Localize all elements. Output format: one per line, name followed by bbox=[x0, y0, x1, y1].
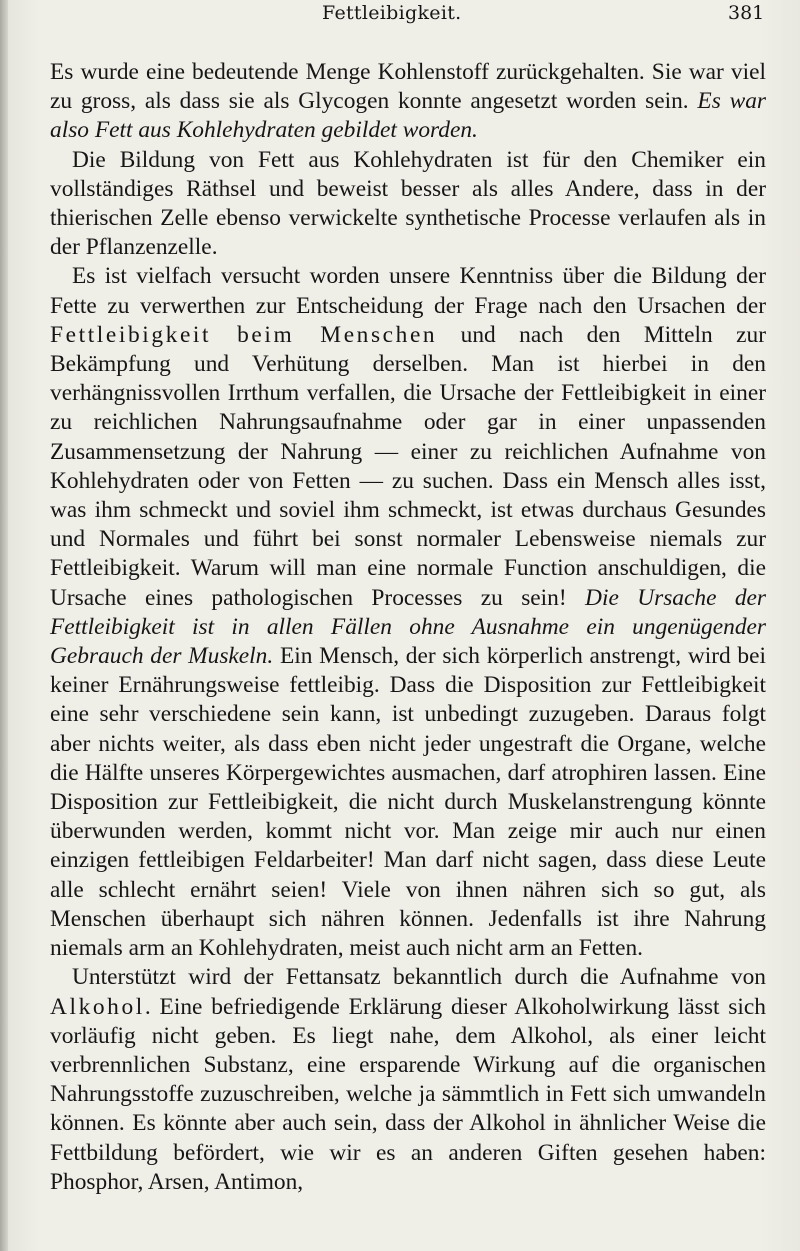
paragraph-1 bbox=[50, 58, 766, 146]
p3-text-2: und nach den Mitteln zur Bekämpfung und Verhütung derselben. Man ist hierbei in den verhängnissvollen Irrthum verfallen, die Ursache der Fettleibigkeit in einer zu reichlichen Nahrungsaufnahme oder gar in einer unpassenden Zusammensetzung der Nahrung — einer zu reichlichen Aufnahme von Kohlehydraten oder von Fetten — zu suchen. Dass ein Mensch alles isst, was ihm schmeckt und soviel ihm schmeckt, ist etwas durchaus Gesundes und Normales und führt bei sonst normaler Lebensweise niemals zur Fettleibigkeit. Warum will man eine normale Function anschuldigen, die Ursache eines pathologischen Processes zu sein! bbox=[50, 321, 766, 611]
p3-text-1: Es ist vielfach versucht worden unsere Kenntniss über die Bildung der Fette zu verwerthen zur Entscheidung der Frage nach den Ursachen der bbox=[50, 263, 766, 319]
paragraph-3 bbox=[50, 262, 766, 963]
p3-spaced-term: Fettleibigkeit beim Menschen bbox=[50, 321, 438, 348]
p3-italic: Die Ursache der Fettleibigkeit ist in allen Fällen ohne Ausnahme ein ungenügender Gebrauch der Muskeln. bbox=[50, 584, 767, 670]
paragraph-4 bbox=[50, 963, 766, 1197]
p4-text-1: Unterstützt wird der Fettansatz bekanntlich durch die Aufnahme von bbox=[72, 964, 766, 991]
page-number: 381 bbox=[728, 2, 765, 24]
paragraph-2 bbox=[50, 146, 766, 263]
p2-text: Die Bildung von Fett aus Kohlehydraten ist für den Chemiker ein vollständiges Räthsel und beweist besser als alles Andere, dass in der thierischen Zelle ebenso verwickelte synthetische Processe verlaufen als in der Pflanzenzelle. bbox=[50, 146, 766, 261]
page-spine-shadow bbox=[0, 0, 8, 1251]
p4-spaced-term: Alkohol bbox=[50, 993, 145, 1020]
p3-text-3: Ein Mensch, der sich körperlich anstrengt, wird bei keiner Ernährungsweise fettleibig. Dass die Disposition zur Fettleibigkeit eine sehr verschiedene sein kann, ist unbedingt zuzugeben. Daraus folgt aber nichts weiter, als dass eben nicht jeder ungestraft die Organe, welche die Hälfte unseres Körpergewichtes ausmachen, darf atrophiren lassen. Eine Disposition zur Fettleibigkeit, die nicht durch Muskelanstrengung könnte überwunden werden, kommt nicht vor. Man zeige mir auch nur einen einzigen fettleibigen Feldarbeiter! Man darf nicht sagen, dass diese Leute alle schlecht ernährt seien! Viele von ihnen nähren sich so gut, als Menschen überhaupt sich nähren können. Jedenfalls ist ihre Nahrung niemals arm an Kohlehydraten, meist auch nicht arm an Fetten. bbox=[50, 643, 766, 962]
body-text bbox=[50, 58, 766, 1197]
p1-italic: Es war also Fett aus Kohlehydraten gebildet worden. bbox=[50, 88, 766, 144]
p1-text: Es wurde eine bedeutende Menge Kohlenstoff zurückgehalten. Sie war viel zu gross, als dass sie als Glycogen konnte angesetzt worden sein. bbox=[50, 59, 766, 115]
running-header bbox=[0, 2, 800, 32]
running-title: Fettleibigkeit. bbox=[322, 2, 462, 24]
p4-text-2: . Eine befriedigende Erklärung dieser Alkoholwirkung lässt sich vorläufig nicht geben. Es liegt nahe, dem Alkohol, als einer leicht verbrennlichen Substanz, eine ersparende Wirkung auf die organischen Nahrungsstoffe zuzuschreiben, welche ja sämmtlich in Fett sich umwandeln können. Es könnte aber auch sein, dass der Alkohol in ähnlicher Weise die Fettbildung befördert, wie wir es an anderen Giften gesehen haben: Phosphor, Arsen, Antimon, bbox=[50, 993, 766, 1195]
